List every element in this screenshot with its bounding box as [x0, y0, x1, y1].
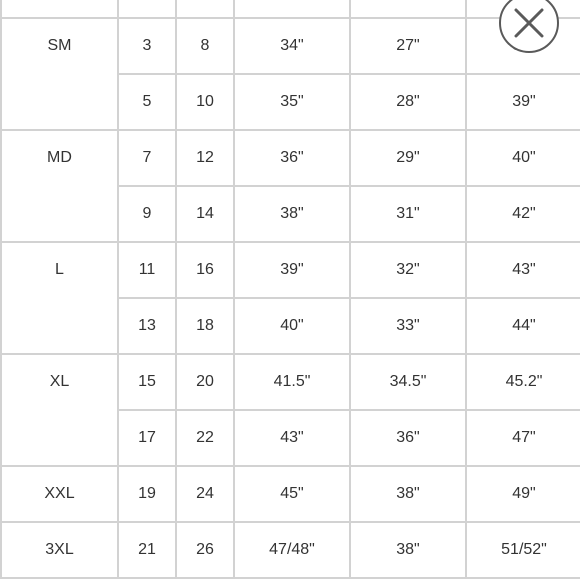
table-cell: 33"	[350, 298, 466, 354]
table-cell	[234, 0, 350, 18]
table-cell: 9	[118, 186, 176, 242]
table-cell: 42"	[466, 186, 580, 242]
table-cell: 3	[118, 18, 176, 74]
table-cell: 47/48"	[234, 522, 350, 578]
table-row	[1, 466, 580, 522]
table-cell	[118, 0, 176, 18]
table-cell: 24	[176, 466, 234, 522]
table-cell: 16	[176, 242, 234, 298]
table-row	[1, 242, 580, 298]
table-row	[1, 0, 580, 18]
table-cell: 12	[176, 130, 234, 186]
table-cell: 27"	[350, 18, 466, 74]
table-cell: 40"	[466, 130, 580, 186]
table-cell: 39"	[466, 74, 580, 130]
table-cell: 38"	[350, 466, 466, 522]
table-cell: 5	[118, 74, 176, 130]
table-cell: 19	[118, 466, 176, 522]
table-row	[1, 354, 580, 410]
table-cell: 32"	[350, 242, 466, 298]
table-cell: 31"	[350, 186, 466, 242]
table-row	[1, 130, 580, 186]
table-cell: 35"	[234, 74, 350, 130]
table-cell: 43"	[234, 410, 350, 466]
table-cell: 44"	[466, 298, 580, 354]
table-cell: 47"	[466, 410, 580, 466]
table-cell: 14	[176, 186, 234, 242]
table-cell	[350, 0, 466, 18]
size-cell-l: L	[1, 242, 118, 354]
table-cell: 38"	[350, 522, 466, 578]
table-cell: 34.5"	[350, 354, 466, 410]
table-cell: 36"	[234, 130, 350, 186]
size-cell-xxl: XXL	[1, 466, 118, 522]
table-cell: 17	[118, 410, 176, 466]
table-cell: 15	[118, 354, 176, 410]
table-row	[1, 18, 580, 74]
table-cell	[176, 0, 234, 18]
table-cell: 40"	[234, 298, 350, 354]
table-cell: 7	[118, 130, 176, 186]
size-cell-xl: XL	[1, 354, 118, 466]
table-cell: 20	[176, 354, 234, 410]
table-cell: 45.2"	[466, 354, 580, 410]
table-cell: 43"	[466, 242, 580, 298]
table-cell: 28"	[350, 74, 466, 130]
table-cell: 45"	[234, 466, 350, 522]
table-cell: 8	[176, 18, 234, 74]
table-cell: 36"	[350, 410, 466, 466]
table-cell: 21	[118, 522, 176, 578]
table-cell: 39"	[234, 242, 350, 298]
table-cell: 26	[176, 522, 234, 578]
table-cell: 38"	[234, 186, 350, 242]
table-cell: 10	[176, 74, 234, 130]
table-cell: 22	[176, 410, 234, 466]
size-cell-3xl: 3XL	[1, 522, 118, 578]
close-icon	[514, 8, 544, 38]
table-cell: 34"	[234, 18, 350, 74]
size-cell-sm: SM	[1, 18, 118, 130]
size-cell	[1, 0, 118, 18]
table-cell: 11	[118, 242, 176, 298]
table-cell: 49"	[466, 466, 580, 522]
table-row	[1, 522, 580, 578]
table-cell: 13	[118, 298, 176, 354]
table-cell: 51/52"	[466, 522, 580, 578]
size-cell-md: MD	[1, 130, 118, 242]
table-cell: 18	[176, 298, 234, 354]
table-cell: 29"	[350, 130, 466, 186]
table-cell: 41.5"	[234, 354, 350, 410]
